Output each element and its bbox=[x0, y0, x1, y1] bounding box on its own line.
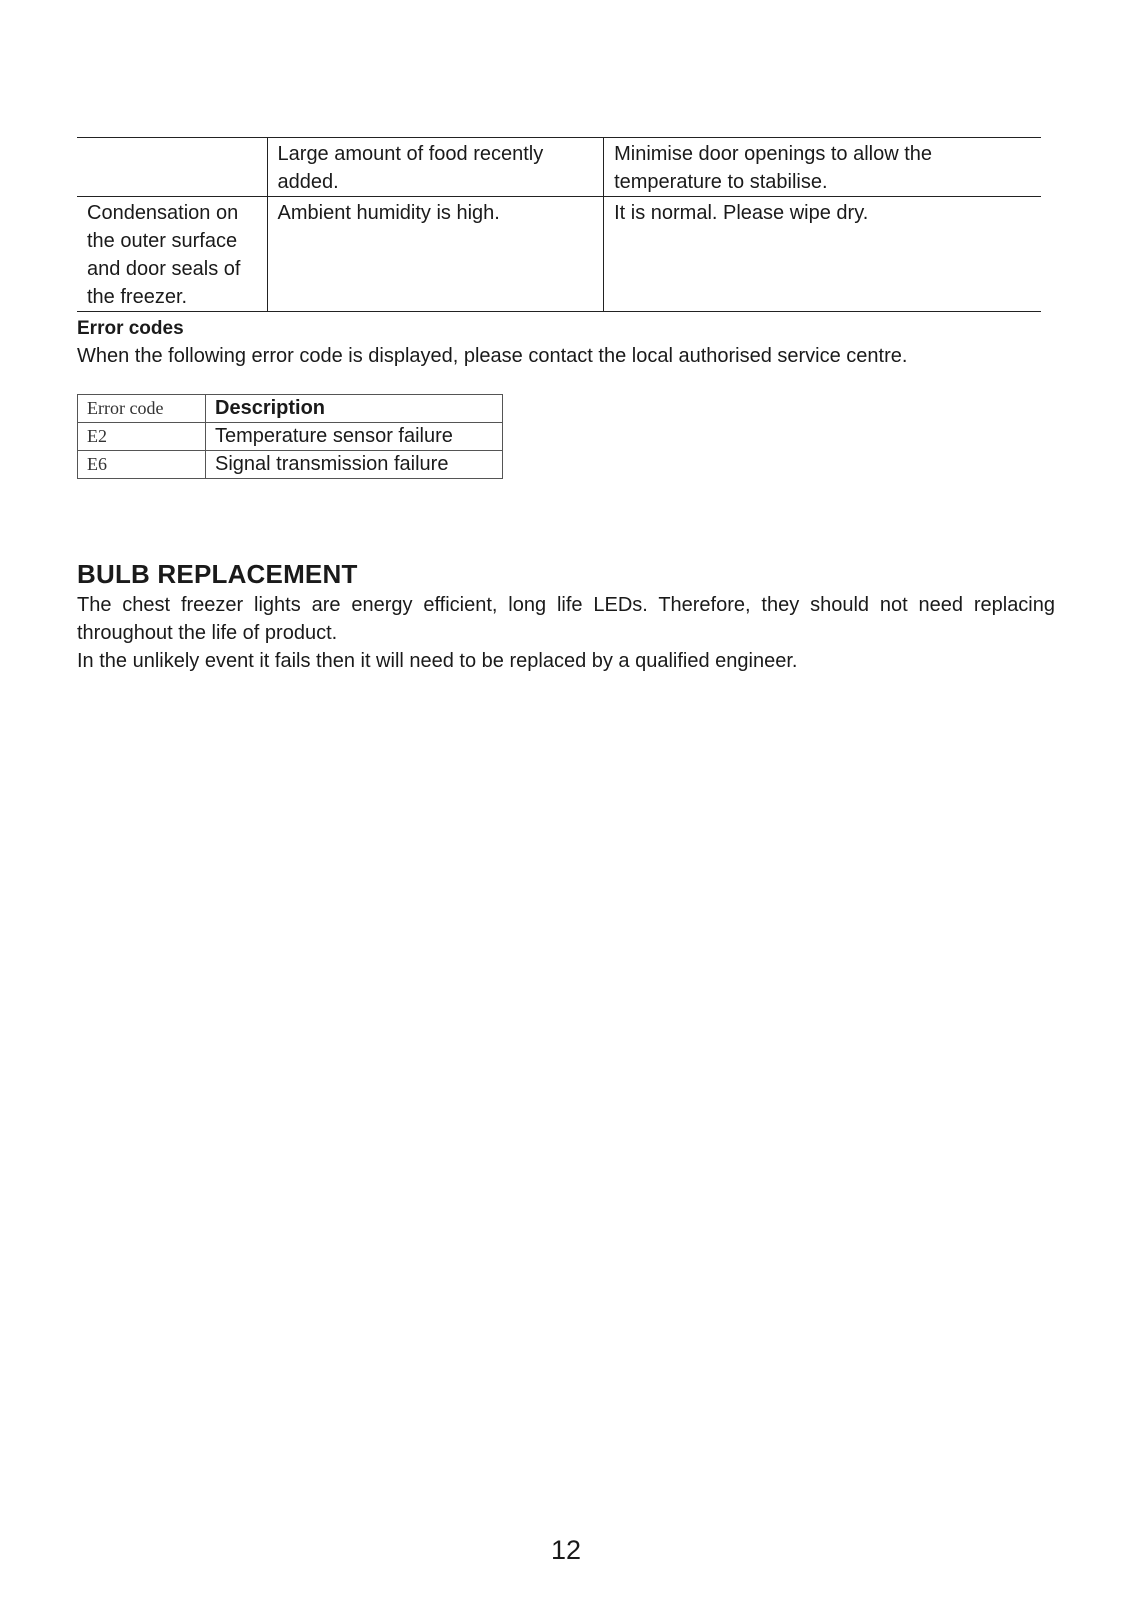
error-table-header-row bbox=[78, 395, 503, 423]
section-title: BULB REPLACEMENT bbox=[77, 559, 358, 589]
error-description-cell: Signal transmission failure bbox=[206, 451, 503, 479]
table-row bbox=[77, 138, 1041, 197]
paragraph: The chest freezer lights are energy efficient, long life LEDs. Therefore, they should not need replacing throughout the life of product. bbox=[77, 594, 1055, 644]
problem-cell: Condensation on the outer surface and door seals of the freezer. bbox=[77, 197, 267, 312]
table-row bbox=[78, 451, 503, 479]
error-description-cell: Temperature sensor failure bbox=[206, 423, 503, 451]
cause-cell: Ambient humidity is high. bbox=[267, 197, 604, 312]
page-content bbox=[77, 137, 1055, 675]
error-codes-intro: When the following error code is displayed, please contact the local authorised service centre. bbox=[77, 345, 908, 367]
error-code-cell: E6 bbox=[78, 451, 206, 479]
table-row bbox=[78, 423, 503, 451]
error-code-cell: E2 bbox=[78, 423, 206, 451]
troubleshooting-table bbox=[77, 137, 1041, 312]
error-code-header: Error code bbox=[78, 395, 206, 423]
description-header: Description bbox=[206, 395, 503, 423]
problem-cell bbox=[77, 138, 267, 197]
solution-cell: It is normal. Please wipe dry. bbox=[604, 197, 1041, 312]
error-codes-heading: Error codes bbox=[77, 318, 184, 339]
page-number: 12 bbox=[550, 1535, 582, 1565]
cause-cell: Large amount of food recently added. bbox=[267, 138, 604, 197]
error-code-table bbox=[77, 394, 503, 479]
table-row bbox=[77, 197, 1041, 312]
solution-cell: Minimise door openings to allow the temperature to stabilise. bbox=[604, 138, 1041, 197]
paragraph: In the unlikely event it fails then it will need to be replaced by a qualified engineer. bbox=[77, 650, 798, 672]
